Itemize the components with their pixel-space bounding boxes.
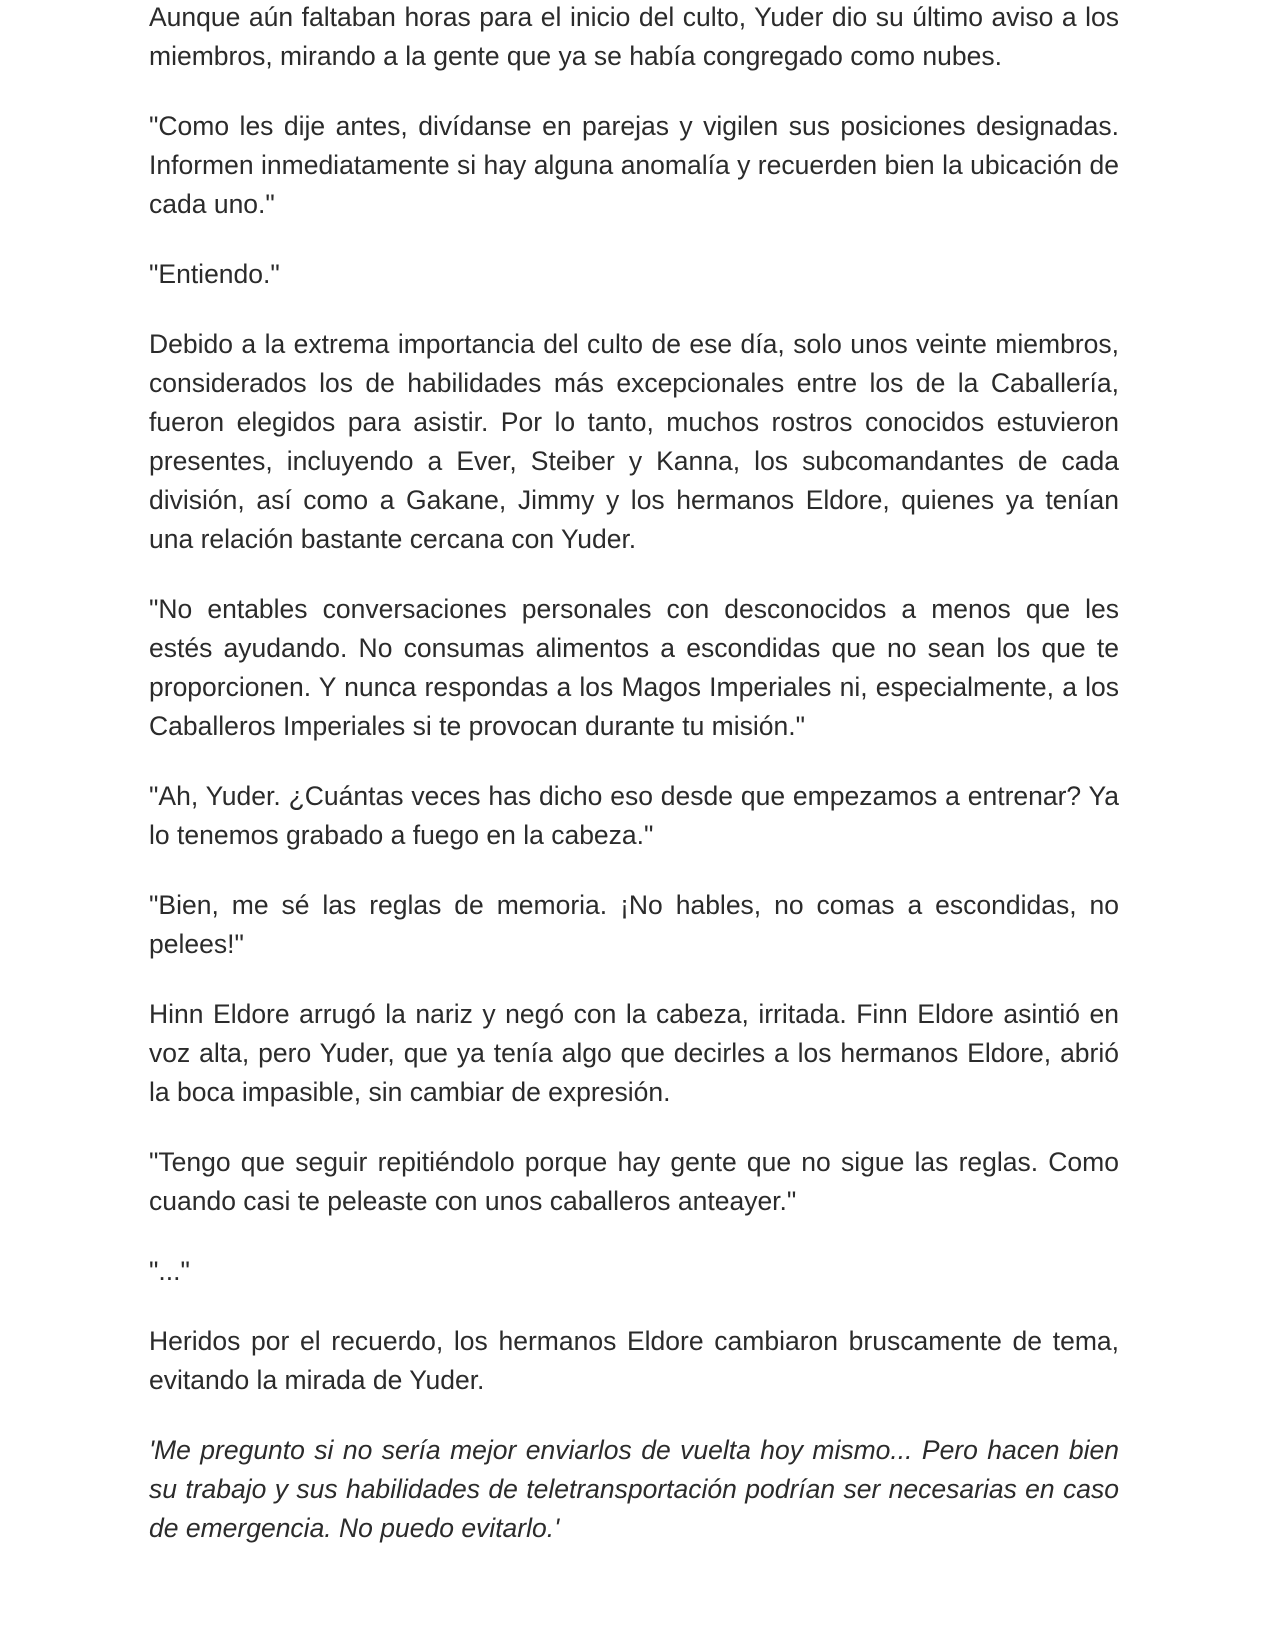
paragraph: Debido a la extrema importancia del culto de ese día, solo unos veinte miembros, considerados los de habilidades más excepcionales entre los de la Caballería, fueron elegidos para asistir. Por lo tanto, muchos rostros conocidos estuvieron presentes, incluyendo a Ever, Steiber y Kanna, los subcomandantes de cada división, así como a Gakane, Jimmy y los hermanos Eldore, quienes ya tenían una relación bastante cercana con Yuder. <box>149 329 1119 554</box>
paragraph: "No entables conversaciones personales con desconocidos a menos que les estés ayudando. No consumas alimentos a escondidas que no sean los que te proporcionen. Y nunca respondas a los Magos Imperiales ni, especialmente, a los Caballeros Imperiales si te provocan durante tu misión." <box>149 594 1119 741</box>
italic-thought-paragraph: 'Me pregunto si no sería mejor enviarlos de vuelta hoy mismo... Pero hacen bien su trabajo y sus habilidades de teletransportación podrían ser necesarias en caso de emergencia. No puedo evitarlo.' <box>149 1435 1119 1543</box>
paragraph: Aunque aún faltaban horas para el inicio del culto, Yuder dio su último aviso a los miembros, mirando a la gente que ya se había congregado como nubes. <box>149 2 1119 71</box>
paragraph: "..." <box>149 1256 190 1286</box>
paragraph: "Como les dije antes, divídanse en parejas y vigilen sus posiciones designadas. Informen inmediatamente si hay alguna anomalía y recuerden bien la ubicación de cada uno." <box>149 111 1119 219</box>
paragraph: Hinn Eldore arrugó la nariz y negó con la cabeza, irritada. Finn Eldore asintió en voz alta, pero Yuder, que ya tenía algo que decirles a los hermanos Eldore, abrió la boca impasible, sin cambiar de expresión. <box>149 999 1119 1107</box>
document-page <box>149 0 1119 1579</box>
paragraph: "Entiendo." <box>149 259 280 289</box>
paragraph: "Tengo que seguir repitiéndolo porque hay gente que no sigue las reglas. Como cuando casi te peleaste con unos caballeros anteayer." <box>149 1147 1119 1216</box>
paragraph: "Ah, Yuder. ¿Cuántas veces has dicho eso desde que empezamos a entrenar? Ya lo tenemos grabado a fuego en la cabeza." <box>149 781 1119 850</box>
paragraph: "Bien, me sé las reglas de memoria. ¡No hables, no comas a escondidas, no pelees!" <box>149 890 1119 959</box>
paragraph: Heridos por el recuerdo, los hermanos Eldore cambiaron bruscamente de tema, evitando la mirada de Yuder. <box>149 1326 1119 1395</box>
